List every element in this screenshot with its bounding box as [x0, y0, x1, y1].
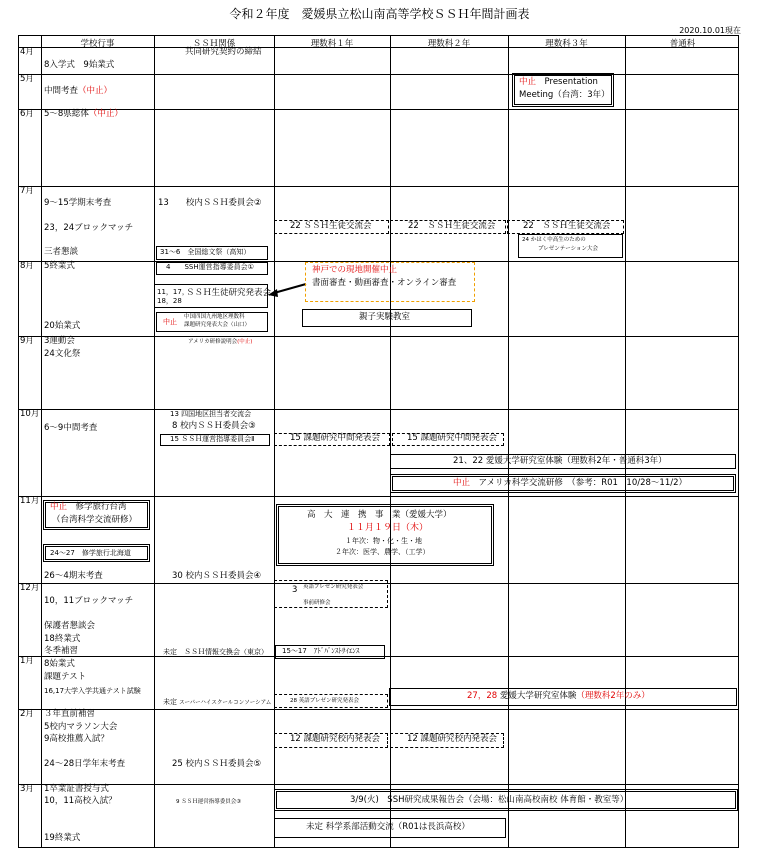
english-presentation: 28 英語プレゼン研究発表会 — [290, 698, 360, 704]
row-divider — [19, 74, 738, 75]
row-divider — [19, 709, 738, 710]
university-lab — [467, 692, 650, 702]
ssh-event: 課題研究発表大会（山口） — [184, 322, 251, 328]
school-event: 8始業式 — [44, 659, 75, 669]
col-divider — [508, 36, 509, 847]
cancelled-tag: 中止 — [453, 478, 471, 488]
month-label: 3月 — [20, 784, 34, 794]
school-event: 冬季補習 — [44, 646, 79, 656]
month-label: 11月 — [20, 496, 40, 506]
cancelled-tag: 中止 — [519, 77, 537, 87]
school-event: ３年直前補習 — [44, 709, 96, 719]
ssh-event: 11，17， — [157, 288, 189, 296]
ssh-event: 9 ＳＳＨ運営指導委員会③ — [176, 799, 242, 805]
header-ssh: ＳＳＨ関係 — [192, 39, 236, 49]
school-event: 24～28日学年末考査 — [44, 759, 126, 769]
month-label: 10月 — [20, 409, 40, 419]
cancelled-tag: （中止） — [88, 109, 123, 119]
ssh-event: 31～6 全国総文祭（高知） — [160, 248, 251, 256]
ssh-event — [163, 698, 271, 706]
school-event: 26～4期末考査 — [44, 571, 103, 581]
school-event: 6～9中間考査 — [44, 423, 98, 433]
school-event: 3運動会 — [44, 336, 75, 346]
ssh-event: 30 校内ＳＳＨ委員会④ — [172, 571, 262, 581]
col-divider — [41, 36, 42, 847]
exchange-event: 22 ＳＳＨ生徒交流会 — [523, 221, 611, 231]
month-label: 5月 — [20, 74, 34, 84]
header-science-3: 理数科３年 — [545, 39, 588, 49]
club-exchange: 未定 科学系部活動交流（R01は長浜高校） — [306, 822, 470, 832]
row-divider — [19, 186, 738, 187]
month-label: 2月 — [20, 709, 34, 719]
ssh-event — [188, 339, 252, 345]
school-event: 5終業式 — [44, 261, 75, 271]
cancelled-tag: 中止 — [50, 502, 68, 512]
final-report: 3/9(火) SSH研究成果報告会（会場：松山南高校南校 体育館・教室等） — [350, 795, 629, 805]
cancelled-tag: （中止） — [78, 86, 113, 96]
arrow-icon — [268, 280, 308, 300]
header-science-2: 理数科２年 — [427, 39, 471, 49]
school-event: 23，24ブロックマッチ — [44, 223, 134, 233]
english-presentation-box — [274, 580, 388, 608]
school-presentation: 12 課題研究校内発表会 — [407, 734, 498, 744]
ssh-event-text: 未定 — [163, 698, 177, 706]
presentation-meeting-detail: Meeting（台湾：3年） — [519, 90, 610, 100]
school-event: 1卒業証書授与式 — [44, 784, 109, 794]
trip-name: 修学旅行台湾 — [75, 502, 127, 512]
consortium-text: スーパーハイスクールコンソーシアム — [179, 700, 272, 706]
ssh-event: ＳＳＨ生徒研究発表会 — [186, 288, 272, 298]
midterm-presentation: 15 課題研究中間発表会 — [407, 433, 498, 443]
ssh-event: 4 SSH運営指導委員会① — [166, 263, 254, 271]
ssh-event: 13 校内ＳＳＨ委員会② — [158, 198, 262, 208]
school-event: 24文化祭 — [44, 349, 81, 359]
school-event-text: 中間考査 — [44, 86, 79, 96]
school-event — [44, 87, 112, 97]
ssh-event: 25 校内ＳＳＨ委員会⑤ — [172, 759, 262, 769]
university-collab-title: 高 大 連 携 事 業（愛媛大学） — [307, 510, 452, 520]
school-presentation: 12 課題研究校内発表会 — [290, 734, 381, 744]
row-divider — [19, 784, 738, 785]
month-label: 8月 — [20, 261, 34, 271]
presentation-meeting-title: Presentation — [544, 77, 598, 87]
school-event: 8入学式 9始業式 — [44, 60, 115, 70]
school-event: 20始業式 — [44, 321, 81, 331]
row-divider — [19, 336, 738, 337]
school-event: 三者懇談 — [44, 247, 79, 257]
advanced-science: 15～17 ｱﾄﾞﾊﾞﾝｽﾄｻｲｴﾝｽ — [282, 647, 360, 655]
school-event: 10，11ブロックマッチ — [44, 596, 134, 606]
ssh-event: 18，28 — [157, 297, 182, 305]
date-stamp: 2020.10.01現在 — [679, 26, 741, 35]
school-event: 保護者懇談会 — [44, 621, 96, 631]
row-divider — [19, 109, 738, 110]
hokkaido-trip-text: 24～27 修学旅行北海道 — [50, 549, 131, 557]
school-event — [44, 110, 123, 120]
month-label: 4月 — [20, 47, 34, 57]
taiwan-trip-line1 — [50, 503, 127, 513]
school-event: 課題テスト — [44, 672, 87, 682]
lab-note: （理数科2年のみ） — [576, 691, 650, 701]
ssh-event: 共同研究契約の締結 — [185, 47, 262, 57]
lab-date: 27，28 — [467, 691, 498, 701]
cancelled-tag: 中止 — [163, 318, 177, 326]
school-event: 9～15学期末考査 — [44, 198, 112, 208]
taiwan-trip-line2: （台湾科学交流研修） — [52, 515, 138, 525]
col-divider — [154, 36, 155, 847]
cancelled-tag: (中止) — [237, 339, 253, 345]
school-event-text: 5～8県総体 — [44, 109, 89, 119]
ssh-event: 15 ＳＳＨ運営指導委員会Ⅱ — [170, 435, 255, 443]
exchange-event: 22 ＳＳＨ生徒交流会 — [290, 221, 372, 231]
lab-text: 愛媛大学研究室体験 — [499, 691, 577, 701]
header-science-1: 理数科１年 — [310, 39, 354, 49]
school-event: 16,17大学入学共通テスト試験 — [44, 687, 141, 695]
month-label: 12月 — [20, 583, 40, 593]
ssh-event: 13 四国地区担当者交流会 — [170, 410, 252, 418]
month-label: 6月 — [20, 109, 34, 119]
ssh-event: 中国四国九州地区理数科 — [184, 314, 245, 320]
english-presentation: 事前研修会 — [303, 600, 331, 606]
header-general: 普通科 — [669, 39, 696, 49]
university-collab-detail: ２年次：医学、農学、（工学） — [335, 548, 430, 556]
col-divider — [625, 36, 626, 847]
english-presentation-day: 3 — [292, 585, 298, 595]
university-lab: 21、22 愛媛大学研究室体験（理数科2年・普通科3年） — [453, 456, 667, 466]
kobe-cancelled: 神戸での現地開催中止 — [312, 265, 398, 275]
school-event: 10，11高校入試？ — [44, 796, 117, 806]
month-label: 9月 — [20, 336, 34, 346]
ssh-event: 8 校内ＳＳＨ委員会③ — [172, 421, 256, 431]
month-label: 1月 — [20, 656, 34, 666]
presentation-contest: プレゼンテーション大会 — [538, 246, 599, 252]
presentation-contest: 24 かはく中高生のための — [522, 237, 586, 243]
us-trip — [453, 479, 687, 489]
school-event: 5校内マラソン大会 — [44, 722, 118, 732]
university-collab-date: １１月１９日（木） — [347, 523, 429, 533]
exchange-event: 22 ＳＳＨ生徒交流会 — [408, 221, 496, 231]
school-event: 18終業式 — [44, 634, 81, 644]
school-event: 9高校推薦入試？ — [44, 734, 109, 744]
row-divider — [19, 409, 738, 410]
row-divider — [19, 496, 738, 497]
midterm-presentation: 15 課題研究中間発表会 — [290, 433, 381, 443]
header-school-events: 学校行事 — [80, 39, 115, 49]
us-trip-text: アメリカ科学交流研修 （参考：R01 10/28～11/2） — [478, 478, 687, 488]
school-event: 19終業式 — [44, 833, 81, 843]
kobe-review: 書面審査・動画審査・オンライン審査 — [312, 278, 457, 288]
university-collab-detail: １年次：物・化・生・地 — [345, 537, 422, 545]
presentation-meeting — [519, 78, 598, 88]
ssh-event-text: アメリカ研修説明会 — [188, 339, 238, 345]
month-label: 7月 — [20, 186, 34, 196]
ssh-event: 未定 ＳＳＨ情報交換会（東京） — [163, 648, 268, 656]
english-presentation: 英語プレゼン研究発表会 — [303, 584, 364, 590]
parent-class: 親子実験教室 — [359, 312, 411, 322]
col-divider — [390, 36, 391, 847]
page-title: 令和２年度 愛媛県立松山南高等学校ＳＳＨ年間計画表 — [229, 7, 530, 21]
